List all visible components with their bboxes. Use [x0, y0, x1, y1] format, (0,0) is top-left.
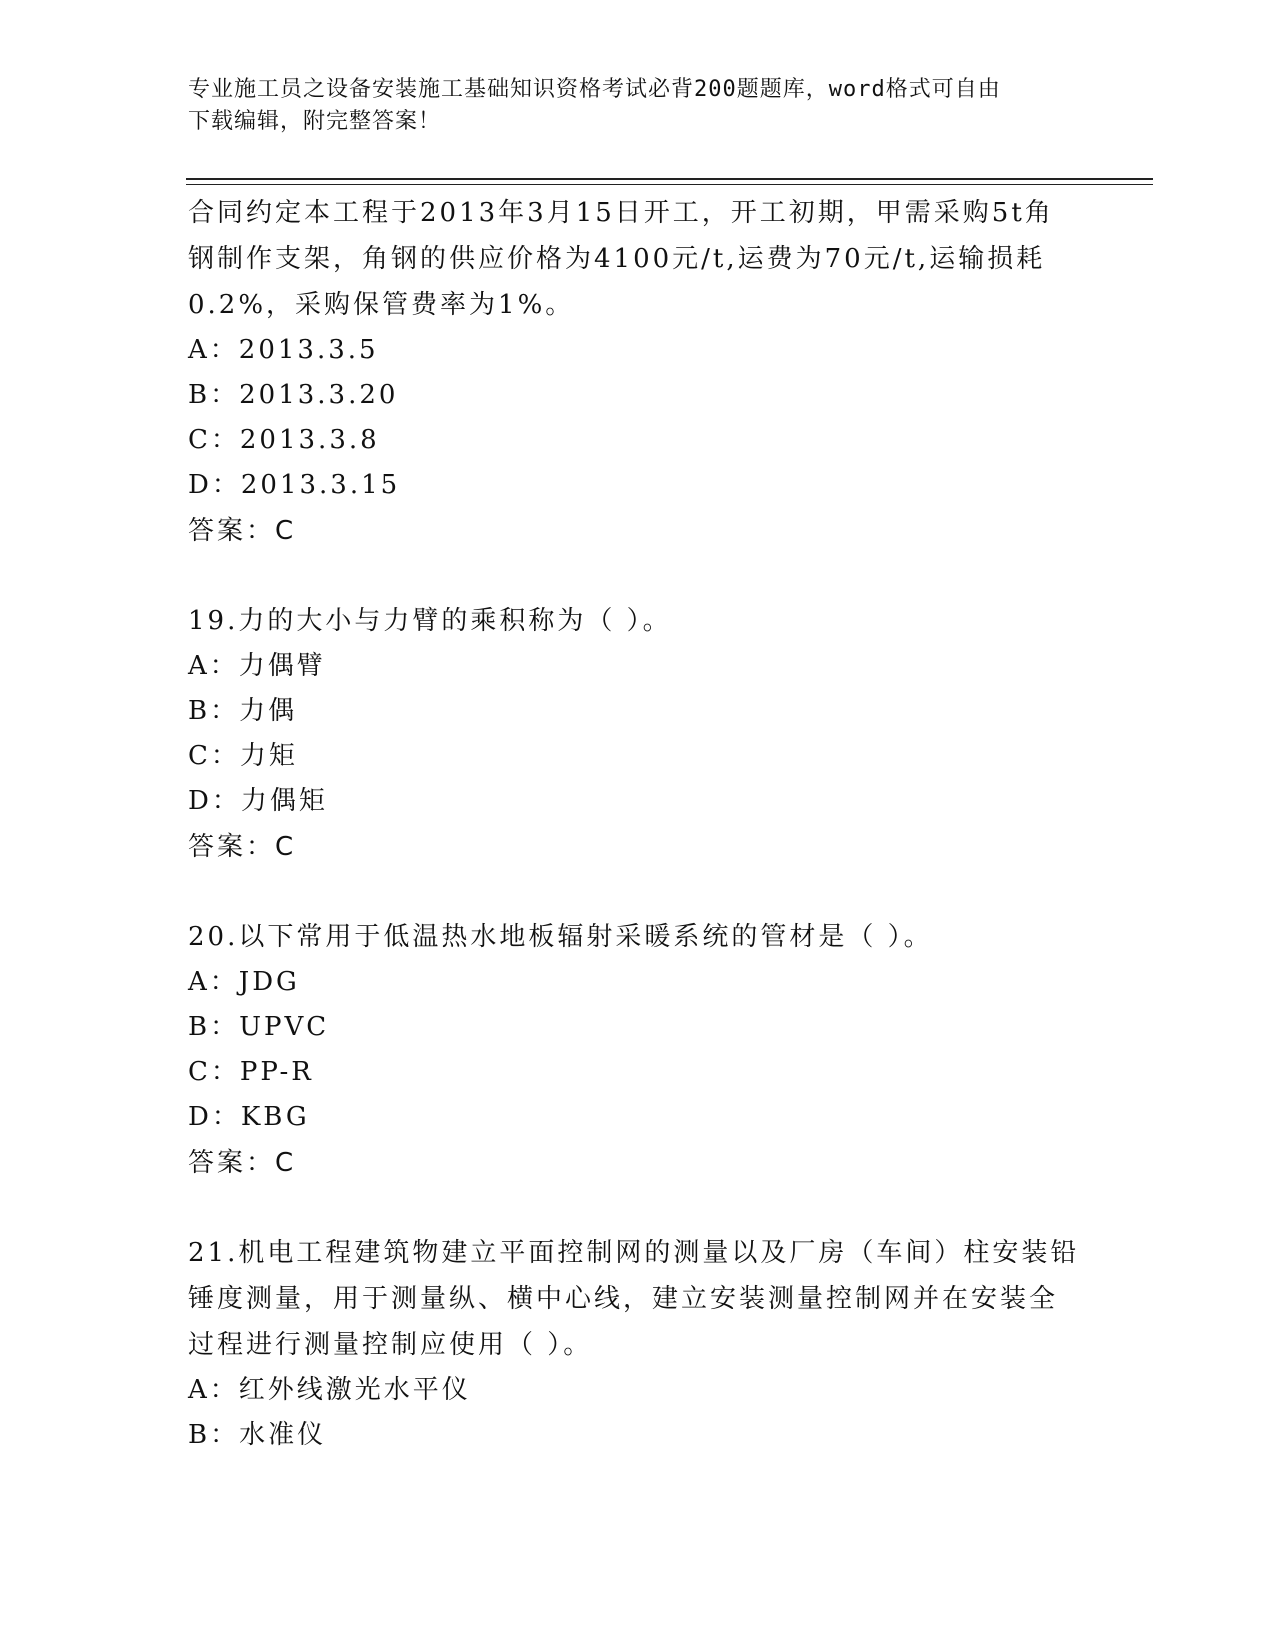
- stem-line: 合同约定本工程于2013年3月15日开工，开工初期，甲需采购5t角: [188, 198, 1054, 228]
- option-c: C：2013.3.8: [188, 425, 380, 455]
- spacer: [188, 554, 1088, 598]
- option-b: B：2013.3.20: [188, 380, 399, 410]
- stem-line: 过程进行测量控制应使用（ ）。: [188, 1330, 593, 1360]
- spacer: [188, 1186, 1088, 1230]
- option-b: B：水准仪: [188, 1420, 327, 1450]
- question-block: [188, 1230, 1088, 1458]
- option-d: D：KBG: [188, 1102, 310, 1132]
- answer-line: 答案：C: [188, 1148, 297, 1178]
- option-d: D：2013.3.15: [188, 470, 401, 500]
- question-stem: [188, 1230, 1088, 1368]
- question-list: [188, 190, 1088, 1458]
- question-stem: [188, 914, 1088, 960]
- option-c: C：力矩: [188, 741, 298, 771]
- stem-line: 20.以下常用于低温热水地板辐射采暖系统的管材是（ ）。: [188, 922, 933, 952]
- stem-line: 19.力的大小与力臂的乘积称为（ ）。: [188, 606, 672, 636]
- header-line-1: 专业施工员之设备安装施工基础知识资格考试必背200题题库，word格式可自由: [188, 77, 1001, 102]
- option-d: D：力偶矩: [188, 786, 328, 816]
- question-stem: [188, 598, 1088, 644]
- question-stem: [188, 190, 1088, 328]
- question-block: [188, 914, 1088, 1186]
- answer-line: 答案：C: [188, 832, 297, 862]
- option-c: C：PP-R: [188, 1057, 314, 1087]
- option-a: A：力偶臂: [188, 651, 326, 681]
- option-b: B：力偶: [188, 696, 298, 726]
- stem-line: 锤度测量，用于测量纵、横中心线，建立安装测量控制网并在安装全: [188, 1284, 1059, 1314]
- header-divider-thick: [186, 178, 1153, 180]
- question-block: [188, 598, 1088, 870]
- document-header: [188, 74, 1078, 138]
- option-a: A：JDG: [188, 967, 300, 997]
- stem-line: 0.2%，采购保管费率为1%。: [188, 290, 575, 320]
- option-b: B：UPVC: [188, 1012, 330, 1042]
- option-a: A：2013.3.5: [188, 335, 379, 365]
- stem-line: 钢制作支架，角钢的供应价格为4100元/t,运费为70元/t,运输损耗: [188, 244, 1046, 274]
- option-a: A：红外线激光水平仪: [188, 1375, 471, 1405]
- header-divider-thin: [186, 184, 1153, 185]
- answer-line: 答案：C: [188, 516, 297, 546]
- header-line-2: 下载编辑，附完整答案！: [188, 109, 442, 134]
- spacer: [188, 870, 1088, 914]
- question-block: [188, 190, 1088, 554]
- stem-line: 21.机电工程建筑物建立平面控制网的测量以及厂房（车间）柱安装铅: [188, 1238, 1080, 1268]
